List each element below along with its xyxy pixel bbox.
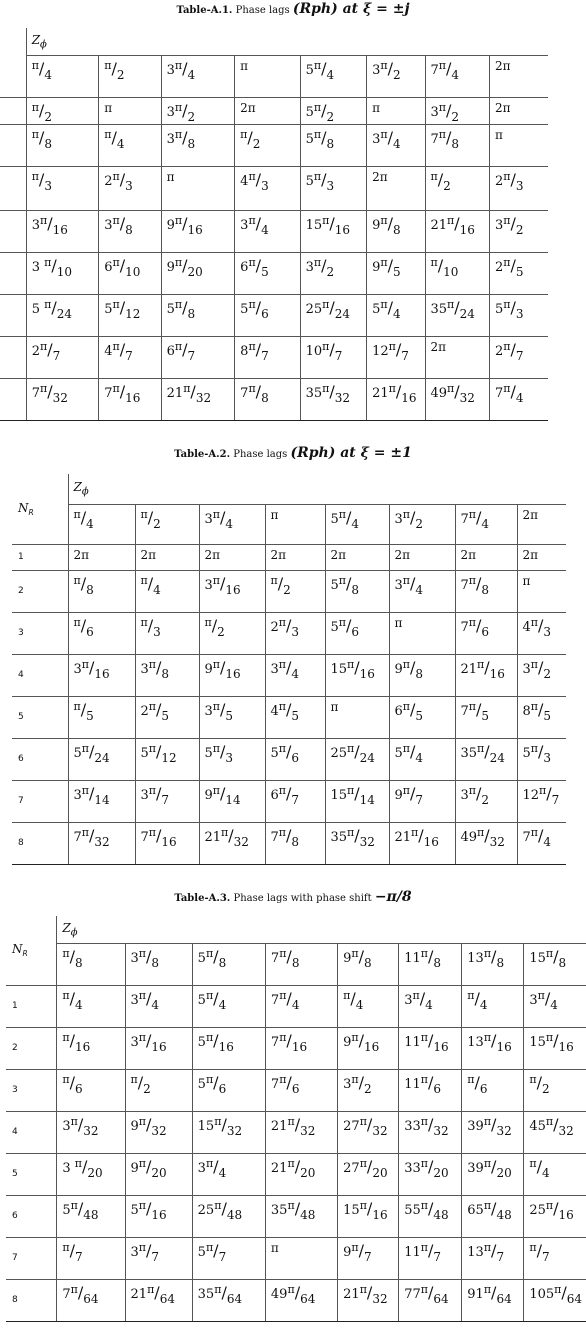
table-cell: 3π/8: [99, 210, 161, 252]
column-header: 3π/8: [125, 943, 192, 985]
table-cell: π/7: [57, 1237, 125, 1279]
row-label: [0, 294, 26, 336]
table-cell: 9π/32: [125, 1111, 192, 1153]
table-cell: 5π/6: [192, 1069, 265, 1111]
table-cell: 5π/3: [489, 294, 548, 336]
table-cell: π/3: [26, 166, 99, 210]
row-label: 7: [6, 1237, 57, 1279]
table-cell: 35π/64: [192, 1279, 265, 1321]
table-cell: 3π/2: [300, 252, 366, 294]
table-cell: 65π/48: [462, 1195, 524, 1237]
table-cell: 21π/64: [125, 1279, 192, 1321]
table-row: [12, 654, 566, 696]
table-cell: 7π/16: [265, 1027, 337, 1069]
table-a1: [0, 28, 548, 421]
column-header: π: [235, 55, 300, 97]
table-cell: 5 π/24: [26, 294, 99, 336]
table-cell: 2π: [455, 544, 517, 570]
row-label: 2: [12, 570, 68, 612]
table-cell: 3π/4: [367, 124, 425, 166]
table-cell: 5π/4: [367, 294, 425, 336]
table-cell: 3π/32: [57, 1111, 125, 1153]
table-row: [6, 1111, 586, 1153]
table-a2-caption: Table-A.2. Phase lags (Rph) at ξ = ±1: [174, 445, 412, 461]
table-cell: 5π/16: [192, 1027, 265, 1069]
table-cell: 3π/4: [399, 985, 462, 1027]
table-cell: 2π/3: [489, 166, 548, 210]
column-header: 3π/4: [161, 55, 235, 97]
table-cell: 77π/64: [399, 1279, 462, 1321]
table-cell: 15π/14: [325, 780, 389, 822]
table-cell: 5π/3: [300, 166, 366, 210]
row-label: [0, 252, 26, 294]
table-cell: 3π/4: [389, 570, 455, 612]
row-label: 6: [12, 738, 68, 780]
table-cell: 3π/4: [524, 985, 586, 1027]
table-cell: 5π/8: [300, 124, 366, 166]
table-cell: 9π/5: [367, 252, 425, 294]
table-cell: 27π/32: [338, 1111, 399, 1153]
table-row: [6, 1279, 586, 1321]
row-label: [0, 210, 26, 252]
table-row: [0, 294, 548, 336]
table-cell: π/8: [26, 124, 99, 166]
table-cell: 5π/8: [161, 294, 235, 336]
table-cell: 9π/16: [338, 1027, 399, 1069]
table-row: [0, 124, 548, 166]
table-cell: 7π/8: [455, 570, 517, 612]
row-label-header: $N_R$: [12, 474, 68, 544]
table-cell: π: [99, 97, 161, 124]
table-cell: 7π/8: [235, 378, 300, 420]
table-row: [12, 544, 566, 570]
table-row: [0, 336, 548, 378]
table-cell: 5π/12: [135, 738, 199, 780]
table-cell: π/4: [524, 1153, 586, 1195]
table-cell: 4π/7: [99, 336, 161, 378]
table-cell: 6π/7: [265, 780, 325, 822]
row-label: [0, 378, 26, 420]
table-cell: 11π/16: [399, 1027, 462, 1069]
row-label: [0, 97, 26, 124]
table-cell: 3π/16: [26, 210, 99, 252]
table-cell: 3π/14: [68, 780, 135, 822]
column-header: 2π: [517, 504, 566, 544]
column-header: π: [265, 504, 325, 544]
table-cell: 12π/7: [517, 780, 566, 822]
table-cell: 6π/5: [389, 696, 455, 738]
table-cell: π/10: [425, 252, 489, 294]
table-cell: 8π/5: [517, 696, 566, 738]
table-cell: 39π/32: [462, 1111, 524, 1153]
row-label: 4: [6, 1111, 57, 1153]
table-cell: 27π/20: [338, 1153, 399, 1195]
table-cell: π/5: [68, 696, 135, 738]
table-cell: π/8: [68, 570, 135, 612]
table-row: [12, 696, 566, 738]
table-row: [6, 1153, 586, 1195]
table-cell: 25π/48: [192, 1195, 265, 1237]
table-row: [12, 738, 566, 780]
table-cell: 3π/2: [161, 97, 235, 124]
table-cell: 3π/8: [161, 124, 235, 166]
table-cell: 9π/16: [161, 210, 235, 252]
table-cell: 3π/2: [338, 1069, 399, 1111]
column-header: 5π/4: [300, 55, 366, 97]
table-cell: 5π/24: [68, 738, 135, 780]
table-cell: 5π/12: [99, 294, 161, 336]
table-cell: π/16: [57, 1027, 125, 1069]
table-cell: 3π/2: [517, 654, 566, 696]
table-cell: 7π/4: [489, 378, 548, 420]
table-a3-caption: Table-A.3. Phase lags with phase shift −π/8: [174, 889, 412, 905]
table-row: [0, 252, 548, 294]
table-cell: 2π/3: [99, 166, 161, 210]
table-cell: 11π/6: [399, 1069, 462, 1111]
column-header: 7π/4: [455, 504, 517, 544]
table-cell: 5π/48: [57, 1195, 125, 1237]
table-cell: π/2: [199, 612, 265, 654]
table-cell: 3π/2: [425, 97, 489, 124]
table-cell: 9π/20: [125, 1153, 192, 1195]
table-row: [0, 210, 548, 252]
table-cell: 49π/32: [455, 822, 517, 864]
table-cell: 3π/2: [455, 780, 517, 822]
column-header: 2π: [489, 55, 548, 97]
table-row: [6, 1069, 586, 1111]
column-header: 11π/8: [399, 943, 462, 985]
table-cell: 3π/7: [125, 1237, 192, 1279]
table-cell: 21π/32: [265, 1111, 337, 1153]
table-row: [6, 1195, 586, 1237]
table-cell: 6π/5: [235, 252, 300, 294]
table-cell: π/2: [26, 97, 99, 124]
column-header: π/8: [57, 943, 125, 985]
table-cell: 2π: [389, 544, 455, 570]
column-header: 13π/8: [462, 943, 524, 985]
column-header: 7π/8: [265, 943, 337, 985]
column-header: 3π/2: [389, 504, 455, 544]
table-cell: 5π/4: [389, 738, 455, 780]
table-cell: 2π/3: [265, 612, 325, 654]
table-cell: 35π/24: [455, 738, 517, 780]
table-cell: 7π/4: [265, 985, 337, 1027]
table-cell: π/2: [125, 1069, 192, 1111]
table-cell: 3π/5: [199, 696, 265, 738]
table-cell: π/6: [57, 1069, 125, 1111]
table-cell: π/2: [235, 124, 300, 166]
table-cell: 4π/3: [517, 612, 566, 654]
table-row: [0, 378, 548, 420]
table-cell: 9π/7: [338, 1237, 399, 1279]
table-cell: 9π/8: [367, 210, 425, 252]
row-label: 3: [12, 612, 68, 654]
table-cell: 9π/14: [199, 780, 265, 822]
table-cell: 4π/3: [235, 166, 300, 210]
table-cell: 5π/8: [325, 570, 389, 612]
table-cell: π: [389, 612, 455, 654]
table-row: [12, 822, 566, 864]
table-cell: 13π/16: [462, 1027, 524, 1069]
column-header: 5π/4: [325, 504, 389, 544]
row-label: 8: [12, 822, 68, 864]
table-cell: 21π/32: [199, 822, 265, 864]
table-cell: 39π/20: [462, 1153, 524, 1195]
column-header: π/4: [26, 55, 99, 97]
table-cell: 5π/4: [192, 985, 265, 1027]
row-label: [0, 124, 26, 166]
row-label: 8: [6, 1279, 57, 1321]
table-cell: 2π: [199, 544, 265, 570]
table-cell: 2π/7: [489, 336, 548, 378]
row-label: [0, 336, 26, 378]
table-cell: 5π/7: [192, 1237, 265, 1279]
z-phase-header: $Z_\phi$: [68, 474, 566, 504]
table-cell: π/4: [338, 985, 399, 1027]
table-cell: 15π/16: [325, 654, 389, 696]
table-row: [0, 97, 548, 124]
table-cell: 2π/7: [26, 336, 99, 378]
table-cell: 35π/24: [425, 294, 489, 336]
table-cell: 9π/16: [199, 654, 265, 696]
table-cell: 3π/16: [125, 1027, 192, 1069]
table-cell: 6π/7: [161, 336, 235, 378]
row-label: 5: [6, 1153, 57, 1195]
table-cell: 45π/32: [524, 1111, 586, 1153]
table-cell: 21π/20: [265, 1153, 337, 1195]
table-cell: π/4: [57, 985, 125, 1027]
table-cell: 5π/16: [125, 1195, 192, 1237]
table-cell: 21π/32: [338, 1279, 399, 1321]
table-cell: 25π/24: [325, 738, 389, 780]
table-cell: 3π/4: [192, 1153, 265, 1195]
table-cell: 4π/5: [265, 696, 325, 738]
table-cell: 2π: [68, 544, 135, 570]
table-cell: 3π/8: [135, 654, 199, 696]
row-label: 3: [6, 1069, 57, 1111]
table-cell: π/2: [425, 166, 489, 210]
table-a1-caption: Table-A.1. Phase lags (Rph) at ξ = ±j: [176, 1, 410, 17]
column-header: π/4: [68, 504, 135, 544]
table-cell: 7π/6: [265, 1069, 337, 1111]
table-cell: 5π/6: [325, 612, 389, 654]
table-cell: 3π/2: [489, 210, 548, 252]
table-cell: 3π/16: [199, 570, 265, 612]
table-cell: 7π/4: [517, 822, 566, 864]
table-cell: 21π/16: [367, 378, 425, 420]
column-header: 5π/8: [192, 943, 265, 985]
row-label: 6: [6, 1195, 57, 1237]
column-header: 3π/2: [367, 55, 425, 97]
table-cell: 11π/7: [399, 1237, 462, 1279]
table-row: [12, 570, 566, 612]
table-cell: π: [325, 696, 389, 738]
table-cell: 7π/16: [99, 378, 161, 420]
table-cell: π/4: [99, 124, 161, 166]
table-cell: 7π/32: [26, 378, 99, 420]
row-label: 2: [6, 1027, 57, 1069]
table-cell: 105π/64: [524, 1279, 586, 1321]
table-cell: 21π/32: [161, 378, 235, 420]
row-label: 1: [12, 544, 68, 570]
table-cell: 7π/32: [68, 822, 135, 864]
table-cell: π/4: [135, 570, 199, 612]
table-cell: 3 π/20: [57, 1153, 125, 1195]
z-phase-header: $Z_\phi$: [57, 916, 586, 943]
table-cell: π/3: [135, 612, 199, 654]
table-cell: π: [367, 97, 425, 124]
table-row: [6, 1027, 586, 1069]
table-cell: 15π/16: [524, 1027, 586, 1069]
table-cell: π/7: [524, 1237, 586, 1279]
table-cell: 15π/32: [192, 1111, 265, 1153]
table-cell: 49π/32: [425, 378, 489, 420]
table-cell: 91π/64: [462, 1279, 524, 1321]
table-cell: π/6: [68, 612, 135, 654]
table-cell: 7π/8: [265, 822, 325, 864]
table-cell: 25π/24: [300, 294, 366, 336]
table-cell: 25π/16: [524, 1195, 586, 1237]
table-cell: π/2: [524, 1069, 586, 1111]
column-header: 7π/4: [425, 55, 489, 97]
table-cell: 2π: [517, 544, 566, 570]
table-cell: 7π/6: [455, 612, 517, 654]
table-cell: π: [265, 1237, 337, 1279]
row-label: 7: [12, 780, 68, 822]
table-cell: 15π/16: [338, 1195, 399, 1237]
table-cell: 35π/32: [325, 822, 389, 864]
table-a3: [6, 916, 586, 1322]
table-cell: 9π/7: [389, 780, 455, 822]
table-cell: 21π/16: [455, 654, 517, 696]
table-cell: 35π/32: [300, 378, 366, 420]
table-cell: 5π/3: [199, 738, 265, 780]
table-cell: 9π/20: [161, 252, 235, 294]
table-cell: 7π/5: [455, 696, 517, 738]
table-cell: 2π: [425, 336, 489, 378]
table-cell: 10π/7: [300, 336, 366, 378]
column-header: 15π/8: [524, 943, 586, 985]
table-cell: π/6: [462, 1069, 524, 1111]
table-cell: 5π/3: [517, 738, 566, 780]
table-cell: 2π: [325, 544, 389, 570]
column-header: π/2: [135, 504, 199, 544]
table-cell: 21π/16: [389, 822, 455, 864]
table-cell: 33π/20: [399, 1153, 462, 1195]
table-cell: 2π: [135, 544, 199, 570]
table-cell: 7π/64: [57, 1279, 125, 1321]
table-cell: 13π/7: [462, 1237, 524, 1279]
table-cell: 8π/7: [235, 336, 300, 378]
table-cell: 9π/8: [389, 654, 455, 696]
row-label: 4: [12, 654, 68, 696]
table-a2: [12, 474, 566, 865]
row-label-header: $N_R$: [6, 916, 57, 985]
table-cell: π/2: [265, 570, 325, 612]
column-header: π/2: [99, 55, 161, 97]
table-cell: 12π/7: [367, 336, 425, 378]
table-cell: 7π/8: [425, 124, 489, 166]
table-cell: 3π/7: [135, 780, 199, 822]
table-cell: 2π/5: [135, 696, 199, 738]
table-cell: 7π/16: [135, 822, 199, 864]
row-label: 1: [6, 985, 57, 1027]
table-cell: 2π: [489, 97, 548, 124]
table-cell: 3π/4: [265, 654, 325, 696]
table-cell: 2π/5: [489, 252, 548, 294]
table-cell: 3π/4: [235, 210, 300, 252]
table-cell: 35π/48: [265, 1195, 337, 1237]
table-cell: 3π/4: [125, 985, 192, 1027]
table-cell: 3π/16: [68, 654, 135, 696]
table-cell: 21π/16: [425, 210, 489, 252]
column-header: 3π/4: [199, 504, 265, 544]
row-label: [0, 166, 26, 210]
table-cell: 2π: [265, 544, 325, 570]
z-phase-header: $Z_\phi$: [26, 28, 548, 55]
table-cell: 2π: [235, 97, 300, 124]
table-row: [12, 612, 566, 654]
table-cell: π/4: [462, 985, 524, 1027]
table-cell: 33π/32: [399, 1111, 462, 1153]
table-cell: 6π/10: [99, 252, 161, 294]
table-cell: 3 π/10: [26, 252, 99, 294]
table-cell: π: [161, 166, 235, 210]
table-row: [6, 1237, 586, 1279]
table-cell: 5π/2: [300, 97, 366, 124]
row-label-header: [0, 28, 26, 97]
table-cell: π: [489, 124, 548, 166]
table-cell: 15π/16: [300, 210, 366, 252]
table-cell: 49π/64: [265, 1279, 337, 1321]
table-row: [6, 985, 586, 1027]
table-cell: 2π: [367, 166, 425, 210]
table-cell: 5π/6: [265, 738, 325, 780]
column-header: 9π/8: [338, 943, 399, 985]
table-cell: π: [517, 570, 566, 612]
table-row: [12, 780, 566, 822]
table-cell: 5π/6: [235, 294, 300, 336]
table-cell: 55π/48: [399, 1195, 462, 1237]
table-row: [0, 166, 548, 210]
row-label: 5: [12, 696, 68, 738]
